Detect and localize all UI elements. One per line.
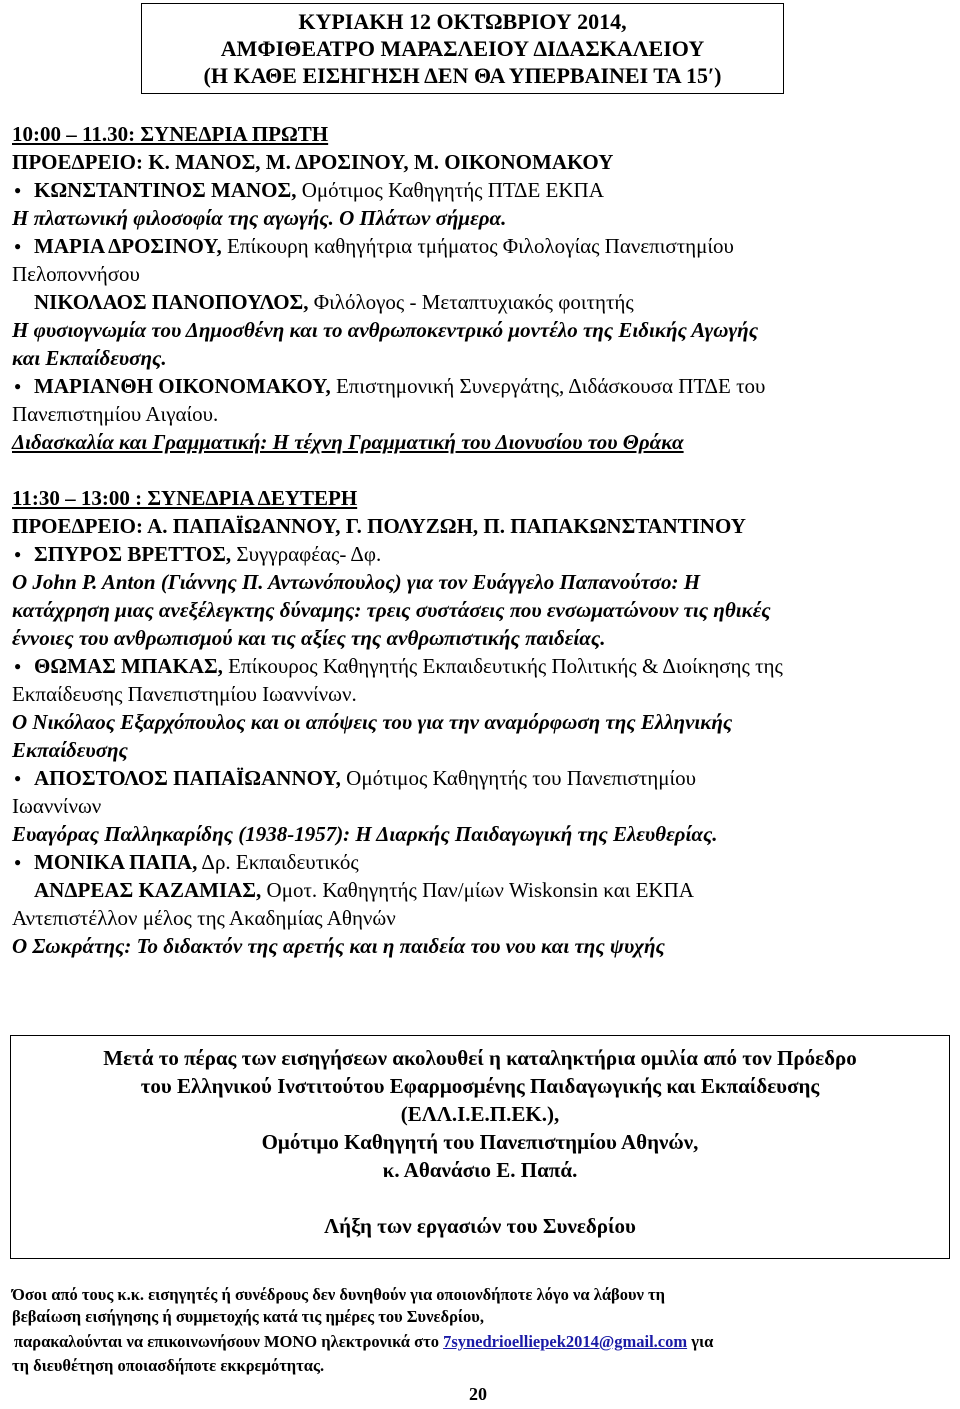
session2-talk4-title: Ο Σωκράτης: Το διδακτόν της αρετής και η παιδεία του νου και της ψυχής bbox=[12, 934, 665, 958]
page-number: 20 bbox=[469, 1384, 487, 1404]
speaker-name: ΑΠΟΣΤΟΛΟΣ ΠΑΠΑΪΩΑΝΝΟΥ, bbox=[34, 766, 341, 790]
speaker-name: ΜΟΝΙΚΑ ΠΑΠΑ, bbox=[34, 850, 198, 874]
closing-line: του Ελληνικού Ινστιτούτου Εφαρμοσμένης Παιδαγωγικής και Εκπαίδευσης bbox=[140, 1074, 820, 1098]
header-venue: ΑΜΦΙΘΕΑΤΡΟ ΜΑΡΑΣΛΕΙΟΥ ΔΙΔΑΣΚΑΛΕΙΟΥ bbox=[220, 36, 705, 61]
speaker-name: ΘΩΜΑΣ ΜΠΑΚΑΣ, bbox=[34, 654, 223, 678]
bullet-icon: ● bbox=[14, 547, 22, 561]
session2-talk1-speaker-line bbox=[34, 540, 381, 568]
speaker-affiliation: Επίκουρος Καθηγητής Εκπαιδευτικής Πολιτικής & Διοίκησης της bbox=[222, 654, 783, 678]
bullet-icon: ● bbox=[14, 239, 22, 253]
session2-title: 11:30 – 13:00 : ΣΥΝΕΔΡΙΑ ΔΕΥΤΕΡΗ bbox=[12, 486, 358, 510]
closing-box bbox=[10, 1035, 950, 1259]
closing-line: Ομότιμο Καθηγητή του Πανεπιστημίου Αθηνών, bbox=[261, 1130, 699, 1154]
session1-talk2-title: Η φυσιογνωμία του Δημοσθένη και το ανθρωποκεντρικό μοντέλο της Ειδικής Αγωγής bbox=[12, 318, 759, 342]
session1-talk2-title-cont: και Εκπαίδευσης. bbox=[12, 346, 167, 370]
session2-talk2-title-cont: Εκπαίδευσης bbox=[12, 738, 128, 762]
note-line: τη διευθέτηση οποιασδήποτε εκκρεμότητας. bbox=[12, 1356, 325, 1375]
speaker-affiliation: Συγγραφέας- Δφ. bbox=[231, 542, 382, 566]
speaker-affiliation: Ομότιμος Καθηγητής ΠΤΔΕ ΕΚΠΑ bbox=[296, 178, 604, 202]
speaker-affiliation: Δρ. Εκπαιδευτικός bbox=[197, 850, 359, 874]
closing-line: κ. Αθανάσιο Ε. Παπά. bbox=[382, 1158, 578, 1182]
session1-talk3-speaker-line bbox=[34, 372, 765, 400]
session2-talk4-coauthor-line bbox=[34, 876, 694, 904]
session2-talk1-title: Ο John P. Anton (Γιάννης Π. Αντωνόπουλος) για τον Ευάγγελο Παπανούτσο: Η bbox=[12, 570, 701, 594]
session2-chairs: ΠΡΟΕΔΡΕΙΟ: Α. ΠΑΠΑΪΩΑΝΝΟΥ, Γ. ΠΟΛΥΖΩΗ, Π. ΠΑΠΑΚΩΝΣΤΑΝΤΙΝΟΥ bbox=[12, 514, 746, 538]
session2-talk3-title: Ευαγόρας Παλληκαρίδης (1938-1957): Η Διαρκής Παιδαγωγική της Ελευθερίας. bbox=[12, 822, 718, 846]
session1-talk2-affiliation-cont: Πελοποννήσου bbox=[12, 262, 140, 286]
note-contact-line bbox=[14, 1331, 713, 1353]
note-text: παρακαλούνται να επικοινωνήσουν ΜΟΝΟ ηλεκτρονικά στο bbox=[14, 1332, 444, 1351]
speaker-affiliation: Ομότιμος Καθηγητής του Πανεπιστημίου bbox=[340, 766, 697, 790]
session1-talk1-title: Η πλατωνική φιλοσοφία της αγωγής. Ο Πλάτων σήμερα. bbox=[12, 206, 507, 230]
session1-chairs: ΠΡΟΕΔΡΕΙΟ: Κ. ΜΑΝΟΣ, Μ. ΔΡΟΣΙΝΟΥ, Μ. ΟΙΚΟΝΟΜΑΚΟΥ bbox=[12, 150, 614, 174]
speaker-name: ΜΑΡΙΑΝΘΗ ΟΙΚΟΝΟΜΑΚΟΥ, bbox=[34, 374, 331, 398]
session1-talk3-affiliation-cont: Πανεπιστημίου Αιγαίου. bbox=[12, 402, 219, 426]
email-link[interactable]: 7synedrioelliepek2014@gmail.com bbox=[443, 1332, 688, 1351]
closing-line: Μετά το πέρας των εισηγήσεων ακολουθεί η καταληκτήρια ομιλία από τον Πρόεδρο bbox=[103, 1046, 857, 1070]
session1-talk2-speaker-line bbox=[34, 232, 734, 260]
session2-talk3-affiliation-cont: Ιωαννίνων bbox=[12, 794, 102, 818]
speaker-name: ΑΝΔΡΕΑΣ ΚΑΖΑΜΙΑΣ, bbox=[34, 878, 262, 902]
speaker-name: ΚΩΝΣΤΑΝΤΙΝΟΣ ΜΑΝΟΣ, bbox=[34, 178, 297, 202]
bullet-icon: ● bbox=[14, 379, 22, 393]
speaker-affiliation: Ομοτ. Καθηγητής Παν/μίων Wiskonsin και ΕΚΠΑ bbox=[261, 878, 694, 902]
session2-talk2-affiliation-cont: Εκπαίδευσης Πανεπιστημίου Ιωαννίνων. bbox=[12, 682, 357, 706]
note-text: για bbox=[687, 1332, 714, 1351]
bullet-icon: ● bbox=[14, 855, 22, 869]
speaker-affiliation: Φιλόλογος - Μεταπτυχιακός φοιτητής bbox=[308, 290, 634, 314]
speaker-name: ΣΠΥΡΟΣ ΒΡΕΤΤΟΣ, bbox=[34, 542, 232, 566]
session2-talk2-speaker-line bbox=[34, 652, 783, 680]
header-box bbox=[141, 3, 784, 94]
session1-talk1-speaker-line bbox=[34, 176, 604, 204]
header-time-limit: (Η ΚΑΘΕ ΕΙΣΗΓΗΣΗ ΔΕΝ ΘΑ ΥΠΕΡΒΑΙΝΕΙ ΤΑ 15′) bbox=[203, 63, 722, 88]
bullet-icon: ● bbox=[14, 659, 22, 673]
session1-title: 10:00 – 11.30: ΣΥΝΕΔΡΙΑ ΠΡΩΤΗ bbox=[12, 122, 329, 146]
conference-end-notice: Λήξη των εργασιών του Συνεδρίου bbox=[324, 1214, 636, 1238]
session1-talk2-coauthor-line bbox=[34, 288, 634, 316]
session1-talk3-title: Διδασκαλία και Γραμματική: Η τέχνη Γραμματική του Διονυσίου του Θράκα bbox=[12, 430, 684, 454]
header-date: ΚΥΡΙΑΚΗ 12 ΟΚΤΩΒΡΙΟΥ 2014, bbox=[298, 9, 627, 34]
speaker-affiliation: Επιστημονική Συνεργάτης, Διδάσκουσα ΠΤΔΕ του bbox=[330, 374, 766, 398]
speaker-name: ΝΙΚΟΛΑΟΣ ΠΑΝΟΠΟΥΛΟΣ, bbox=[34, 290, 309, 314]
session2-talk4-speaker-line bbox=[34, 848, 359, 876]
speaker-affiliation: Επίκουρη καθηγήτρια τμήματος Φιλολογίας Πανεπιστημίου bbox=[221, 234, 734, 258]
session2-talk4-affiliation-cont: Αντεπιστέλλον μέλος της Ακαδημίας Αθηνών bbox=[12, 906, 396, 930]
closing-line: (ΕΛΛ.Ι.Ε.Π.ΕΚ.), bbox=[400, 1102, 560, 1126]
speaker-name: ΜΑΡΙΑ ΔΡΟΣΙΝΟΥ, bbox=[34, 234, 222, 258]
bullet-icon: ● bbox=[14, 771, 22, 785]
note-line: βεβαίωση εισήγησης ή συμμετοχής κατά τις ημέρες του Συνεδρίου, bbox=[12, 1307, 484, 1326]
session2-talk2-title: Ο Νικόλαος Εξαρχόπουλος και οι απόψεις του για την αναμόρφωση της Ελληνικής bbox=[12, 710, 733, 734]
bullet-icon: ● bbox=[14, 183, 22, 197]
note-line: Όσοι από τους κ.κ. εισηγητές ή συνέδρους δεν δυνηθούν για οποιονδήποτε λόγο να λάβουν τη bbox=[12, 1285, 666, 1304]
session2-talk3-speaker-line bbox=[34, 764, 696, 792]
session2-talk1-title-cont: κατάχρηση μιας ανεξέλεγκτης δύναμης: τρεις συστάσεις που ενσωματώνουν τις ηθικές bbox=[12, 598, 771, 622]
session2-talk1-title-cont2: έννοιες του ανθρωπισμού και τις αξίες της ανθρωπιστικής παιδείας. bbox=[12, 626, 606, 650]
